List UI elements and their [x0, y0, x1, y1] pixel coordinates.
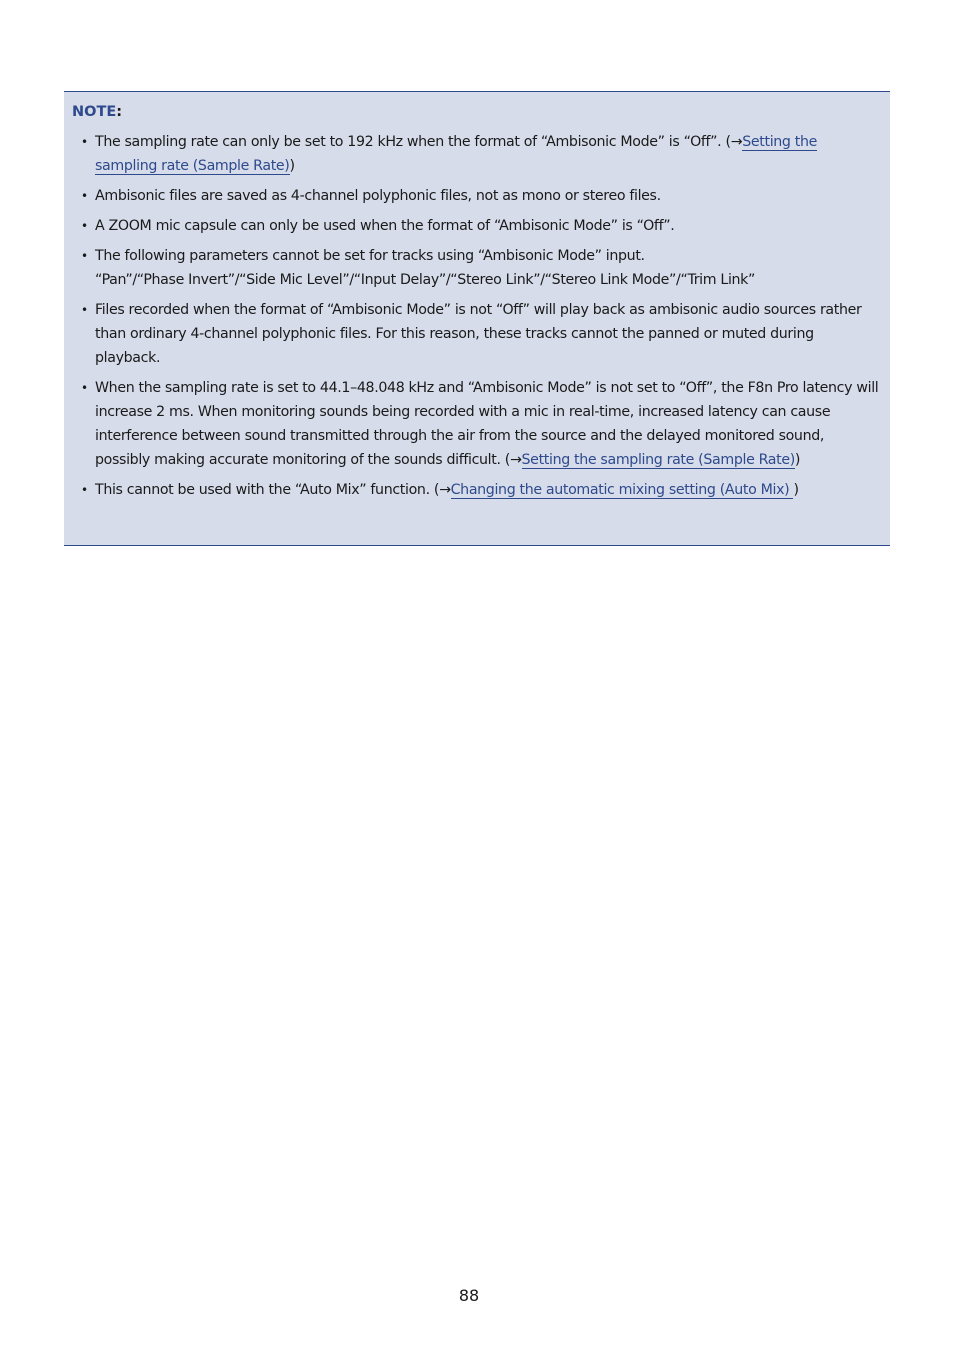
list-item: • Files recorded when the format of “Ambisonic Mode” is not “Off” will play back as ambisonic audio sources rather than ordinary 4-channel polyphonic files. For this reason, these tracks cannot the panned or muted during playback. [72, 298, 880, 370]
bullet: • [81, 135, 88, 149]
bullet: • [81, 303, 88, 317]
link-sample-rate[interactable]: Setting the sampling rate (Sample Rate) [95, 134, 817, 174]
bullet: • [81, 249, 88, 263]
list-item: • This cannot be used with the “Auto Mix” function. (→Changing the automatic mixing setting (Auto Mix) ) [72, 478, 880, 502]
bullet: • [81, 483, 88, 497]
list-item: • A ZOOM mic capsule can only be used when the format of “Ambisonic Mode” is “Off”. [72, 214, 880, 238]
note-list [72, 130, 880, 502]
list-item: • The following parameters cannot be set for tracks using “Ambisonic Mode” input. “Pan”/“Phase Invert”/“Side Mic Level”/“Input Delay”/“Stereo Link”/“Stereo Link Mode”/“Trim Link” [72, 244, 880, 292]
note-box [64, 91, 890, 546]
bullet: • [81, 381, 88, 395]
link-auto-mix[interactable]: Changing the automatic mixing setting (Auto Mix) [450, 482, 794, 498]
note-title: NOTE: [72, 104, 123, 120]
list-item: • The sampling rate can only be set to 192 kHz when the format of “Ambisonic Mode” is “Off”. (→Setting the sampling rate (Sample Rate)) [72, 130, 880, 178]
page-number: 88 [458, 1286, 480, 1305]
bullet: • [81, 219, 88, 233]
bullet: • [81, 189, 88, 203]
link-sample-rate[interactable]: Setting the sampling rate (Sample Rate) [521, 452, 795, 468]
list-item: • When the sampling rate is set to 44.1–48.048 kHz and “Ambisonic Mode” is not set to “Off”, the F8n Pro latency will increase 2 ms. When monitoring sounds being recorded with a mic in real-time, increased latency can cause interference between sound transmitted through the air from the source and the delayed monitored sound, possibly making accurate monitoring of the sounds difficult. (→Setting the sampling rate (Sample Rate)) [72, 376, 880, 472]
list-item: • Ambisonic files are saved as 4-channel polyphonic files, not as mono or stereo files. [72, 184, 880, 208]
